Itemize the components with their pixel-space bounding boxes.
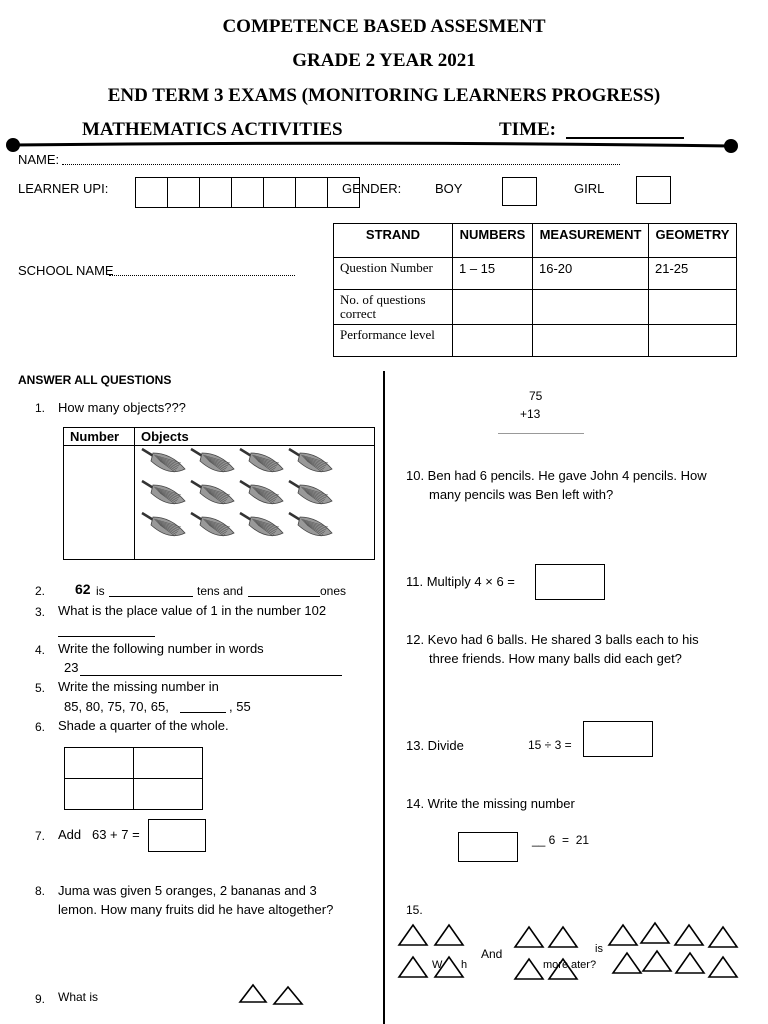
- q6-number: 6.: [35, 720, 46, 734]
- q14-answer-box[interactable]: [458, 832, 518, 862]
- measurement-performance-cell[interactable]: [533, 325, 649, 357]
- upi-digit-box[interactable]: [231, 177, 264, 208]
- geometry-range: 21-25: [649, 258, 737, 290]
- q3-answer[interactable]: [58, 636, 155, 637]
- subject-title: MATHEMATICS ACTIVITIES: [82, 119, 343, 140]
- q1-number: 1.: [35, 401, 46, 415]
- q11-text: 11. Multiply 4 × 6 =: [406, 574, 515, 589]
- boy-label: BOY: [435, 181, 463, 196]
- upi-digit-box[interactable]: [167, 177, 200, 208]
- q2-is: is: [96, 584, 105, 598]
- quarter-cell-3[interactable]: [64, 778, 134, 810]
- q5-sequence: 85, 80, 75, 70, 65,: [64, 699, 169, 714]
- addition-answer-line[interactable]: [498, 433, 584, 434]
- question-number-label: Question Number: [334, 258, 453, 290]
- geometry-correct-cell[interactable]: [649, 290, 737, 325]
- addition-bottom: +13: [520, 407, 541, 421]
- q12-line-1: 12. Kevo had 6 balls. He shared 3 balls each to his: [406, 632, 699, 647]
- upi-digit-box[interactable]: [135, 177, 168, 208]
- q15-fragment-a: W: [432, 959, 443, 971]
- q7-text: Add 63 + 7 =: [58, 827, 140, 842]
- instructions: ANSWER ALL QUESTIONS: [18, 373, 172, 387]
- q13-answer-box[interactable]: [583, 721, 653, 757]
- q5-text: Write the missing number in: [58, 679, 219, 694]
- q2-ones-answer[interactable]: [248, 596, 320, 597]
- q8-line-2: lemon. How many fruits did he have altogether?: [58, 902, 334, 917]
- broom-icon: [288, 447, 334, 477]
- school-name-label: SCHOOL NAME: [18, 263, 114, 278]
- q9-number: 9.: [35, 992, 46, 1006]
- q9-triangles: [238, 983, 308, 1005]
- q15-and: And: [481, 947, 503, 961]
- column-divider: [383, 371, 385, 1024]
- objects-column-header: Objects: [135, 428, 375, 446]
- q10-line-2: many pencils was Ben left with?: [429, 487, 614, 502]
- broom-icon: [239, 511, 285, 541]
- q4-number-value: 23: [64, 660, 79, 675]
- broom-icon: [288, 479, 334, 509]
- q13-expression: 15 ÷ 3 =: [528, 738, 572, 752]
- q11-answer-box[interactable]: [535, 564, 605, 600]
- quarter-cell-2[interactable]: [133, 747, 203, 779]
- q3-text: What is the place value of 1 in the number 102: [58, 603, 327, 618]
- q14-expression: __ 6 = 21: [532, 833, 590, 847]
- gender-label: GENDER:: [342, 181, 402, 196]
- q2-tens-label: tens and: [197, 584, 244, 598]
- number-answer-cell[interactable]: [64, 446, 135, 560]
- measurement-correct-cell[interactable]: [533, 290, 649, 325]
- broom-icon: [190, 479, 236, 509]
- q15-fragment-b: h: [461, 959, 468, 971]
- q10-line-1: 10. Ben had 6 pencils. He gave John 4 pencils. How: [406, 468, 707, 483]
- name-field[interactable]: [62, 164, 620, 165]
- q14-text: 14. Write the missing number: [406, 796, 575, 811]
- header-divider: [0, 0, 768, 160]
- q15-number: 15.: [406, 903, 423, 917]
- q3-number: 3.: [35, 605, 46, 619]
- school-name-field[interactable]: [109, 275, 295, 276]
- q15-is: is: [595, 943, 603, 955]
- broom-icon: [190, 511, 236, 541]
- title-line-2: GRADE 2 YEAR 2021: [292, 50, 476, 71]
- measurement-header: MEASUREMENT: [533, 224, 649, 258]
- q2-value: 62: [75, 581, 91, 597]
- q15-fragment-c: more: [543, 959, 569, 971]
- numbers-header: NUMBERS: [453, 224, 533, 258]
- performance-level-label: Performance level: [334, 325, 453, 357]
- q1-text: How many objects???: [58, 400, 186, 415]
- broom-icon: [239, 447, 285, 477]
- broom-icon: [288, 511, 334, 541]
- geometry-performance-cell[interactable]: [649, 325, 737, 357]
- quarter-cell-4[interactable]: [133, 778, 203, 810]
- q2-number: 2.: [35, 584, 46, 598]
- numbers-performance-cell[interactable]: [453, 325, 533, 357]
- q9-text: What is: [58, 990, 99, 1004]
- broom-icon: [141, 447, 187, 477]
- broom-icon: [190, 447, 236, 477]
- boy-checkbox[interactable]: [502, 177, 537, 206]
- q4-number: 4.: [35, 643, 46, 657]
- q5-sequence-end: , 55: [229, 699, 251, 714]
- geometry-header: GEOMETRY: [649, 224, 737, 258]
- girl-label: GIRL: [574, 181, 605, 196]
- number-column-header: Number: [64, 428, 135, 446]
- q7-answer-box[interactable]: [148, 819, 206, 852]
- title-line-3: END TERM 3 EXAMS (MONITORING LEARNERS PROGRESS): [107, 85, 661, 106]
- broom-icon: [141, 511, 187, 541]
- q6-text: Shade a quarter of the whole.: [58, 718, 229, 733]
- q7-number: 7.: [35, 829, 46, 843]
- girl-checkbox[interactable]: [636, 176, 671, 204]
- upi-label: LEARNER UPI:: [18, 181, 109, 196]
- q8-number: 8.: [35, 884, 46, 898]
- q15-fragment-d: ater?: [571, 959, 597, 971]
- numbers-correct-cell[interactable]: [453, 290, 533, 325]
- broom-icon: [239, 479, 285, 509]
- name-label: NAME:: [18, 152, 60, 167]
- time-label: TIME:: [499, 119, 556, 140]
- title-line-1: COMPETENCE BASED ASSESMENT: [222, 16, 546, 37]
- upi-digit-box[interactable]: [199, 177, 232, 208]
- upi-digit-box[interactable]: [263, 177, 296, 208]
- q2-ones-label: ones: [320, 584, 347, 598]
- broom-icon: [141, 479, 187, 509]
- strand-table: [333, 223, 737, 357]
- q4-answer[interactable]: [80, 675, 342, 676]
- q5-number: 5.: [35, 681, 46, 695]
- q13-label: 13. Divide: [406, 738, 464, 753]
- numbers-range: 1 – 15: [453, 258, 533, 290]
- addition-top: 75: [529, 389, 543, 403]
- measurement-range: 16-20: [533, 258, 649, 290]
- q5-answer[interactable]: [180, 712, 226, 713]
- q12-line-2: three friends. How many balls did each get?: [429, 651, 682, 666]
- q15-triangles: [396, 920, 746, 980]
- q2-tens-answer[interactable]: [109, 596, 193, 597]
- q8-line-1: Juma was given 5 oranges, 2 bananas and 3: [58, 883, 317, 898]
- questions-correct-label: No. of questions correct: [334, 290, 453, 325]
- upi-digit-box[interactable]: [295, 177, 328, 208]
- strand-header: STRAND: [334, 224, 453, 258]
- q4-text: Write the following number in words: [58, 641, 264, 656]
- quarter-cell-1[interactable]: [64, 747, 134, 779]
